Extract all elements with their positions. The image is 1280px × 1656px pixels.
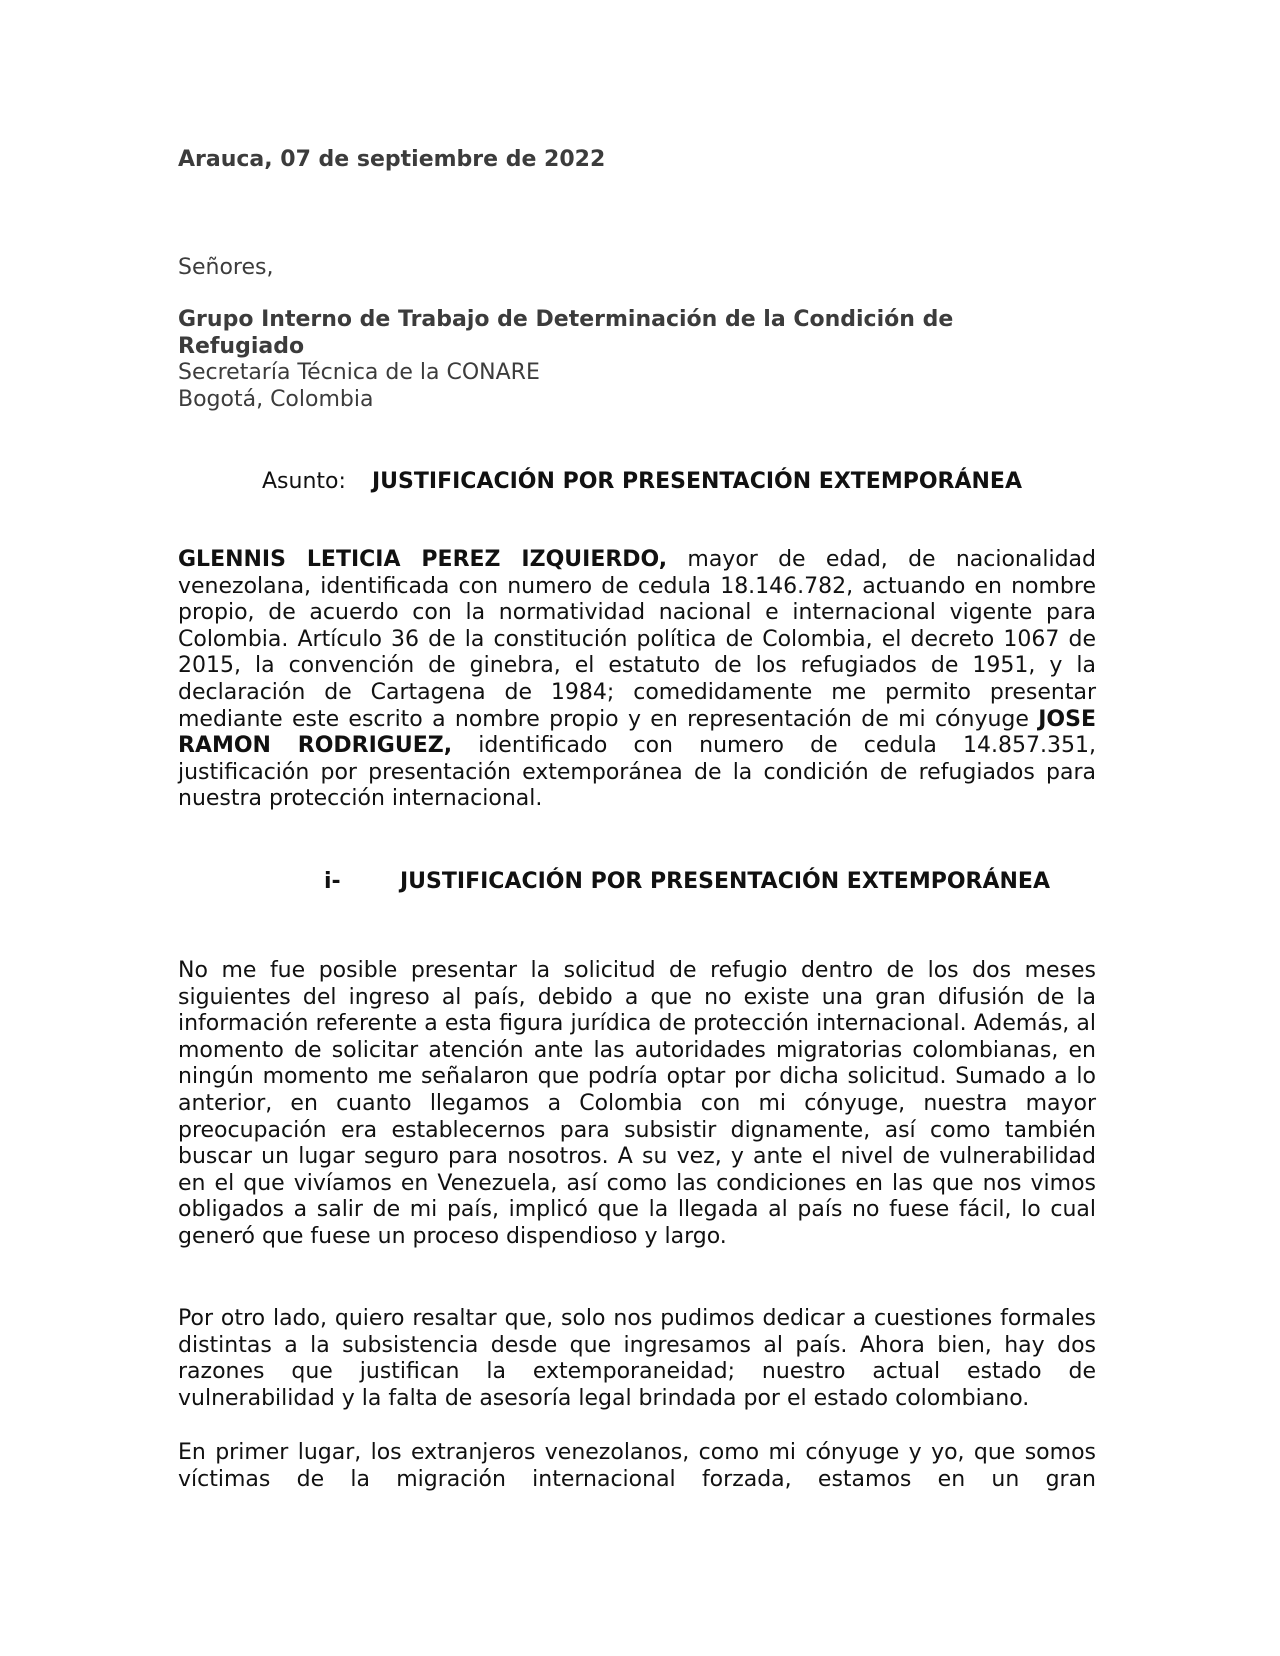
salutation: Señores, <box>178 255 274 280</box>
section-heading <box>324 868 1050 896</box>
spouse-name: JOSE RAMON RODRIGUEZ, <box>178 706 1096 759</box>
recipient-secretariat: Secretaría Técnica de la CONARE <box>178 360 540 385</box>
petitioner-name: GLENNIS LETICIA PEREZ IZQUIERDO, <box>178 547 668 572</box>
intro-text-part2: identificado con numero de cedula 14.857.351, justificación por presentación extemporánea de la condición de refugiados para nuestra protección internacional. <box>178 733 1096 812</box>
recipient-city: Bogotá, Colombia <box>178 386 374 412</box>
recipient-block <box>178 307 1058 413</box>
section-number: i- <box>324 869 341 894</box>
section-title: JUSTIFICACIÓN POR PRESENTACIÓN EXTEMPORÁNEA <box>400 869 1050 894</box>
letter-date: Arauca, 07 de septiembre de 2022 <box>178 147 606 172</box>
subject-value: JUSTIFICACIÓN POR PRESENTACIÓN EXTEMPORÁNEA <box>372 469 1022 494</box>
body-paragraph-1: No me fue posible presentar la solicitud de refugio dentro de los dos meses siguientes del ingreso al país, debido a que no existe una gran difusión de la información referente a esta figura jurídica de protección internacional. Además, al momento de solicitar atención ante las autoridades migratorias colombianas, en ningún momento me señalaron que podría optar por dicha solicitud. Sumado a lo anterior, en cuanto llegamos a Colombia con mi cónyuge, nuestra mayor preocupación era establecernos para subsistir dignamente, así como también buscar un lugar seguro para nosotros. A su vez, y ante el nivel de vulnerabilidad en el que vivíamos en Venezuela, así como las condiciones en las que nos vimos obligados a salir de mi país, implicó que la llegada al país no fuese fácil, lo cual generó que fuese un proceso dispendioso y largo. <box>178 958 1096 1249</box>
intro-paragraph <box>178 547 1096 813</box>
subject-label: Asunto: <box>262 469 346 494</box>
body-paragraph-3: En primer lugar, los extranjeros venezolanos, como mi cónyuge y yo, que somos víctimas de la migración internacional forzada, estamos en un gran <box>178 1440 1096 1492</box>
subject-line <box>262 468 1022 496</box>
recipient-organization: Grupo Interno de Trabajo de Determinación de la Condición de Refugiado <box>178 307 954 359</box>
intro-text-part1: mayor de edad, de nacionalidad venezolana, identificada con numero de cedula 18.146.782, actuando en nombre propio, de acuerdo con la normatividad nacional e internacional vigente para Colombia. Artículo 36 de la constitución política de Colombia, el decreto 1067 de 2015, la convención de ginebra, el estatuto de los refugiados de 1951, y la declaración de Cartagena de 1984; comedidamente me permito presentar mediante este escrito a nombre propio y en representación de mi cónyuge <box>178 547 1096 732</box>
body-paragraph-2: Por otro lado, quiero resaltar que, solo nos pudimos dedicar a cuestiones formales distintas a la subsistencia desde que ingresamos al país. Ahora bien, hay dos razones que justifican la extemporaneidad; nuestro actual estado de vulnerabilidad y la falta de asesoría legal brindada por el estado colombiano. <box>178 1306 1096 1411</box>
